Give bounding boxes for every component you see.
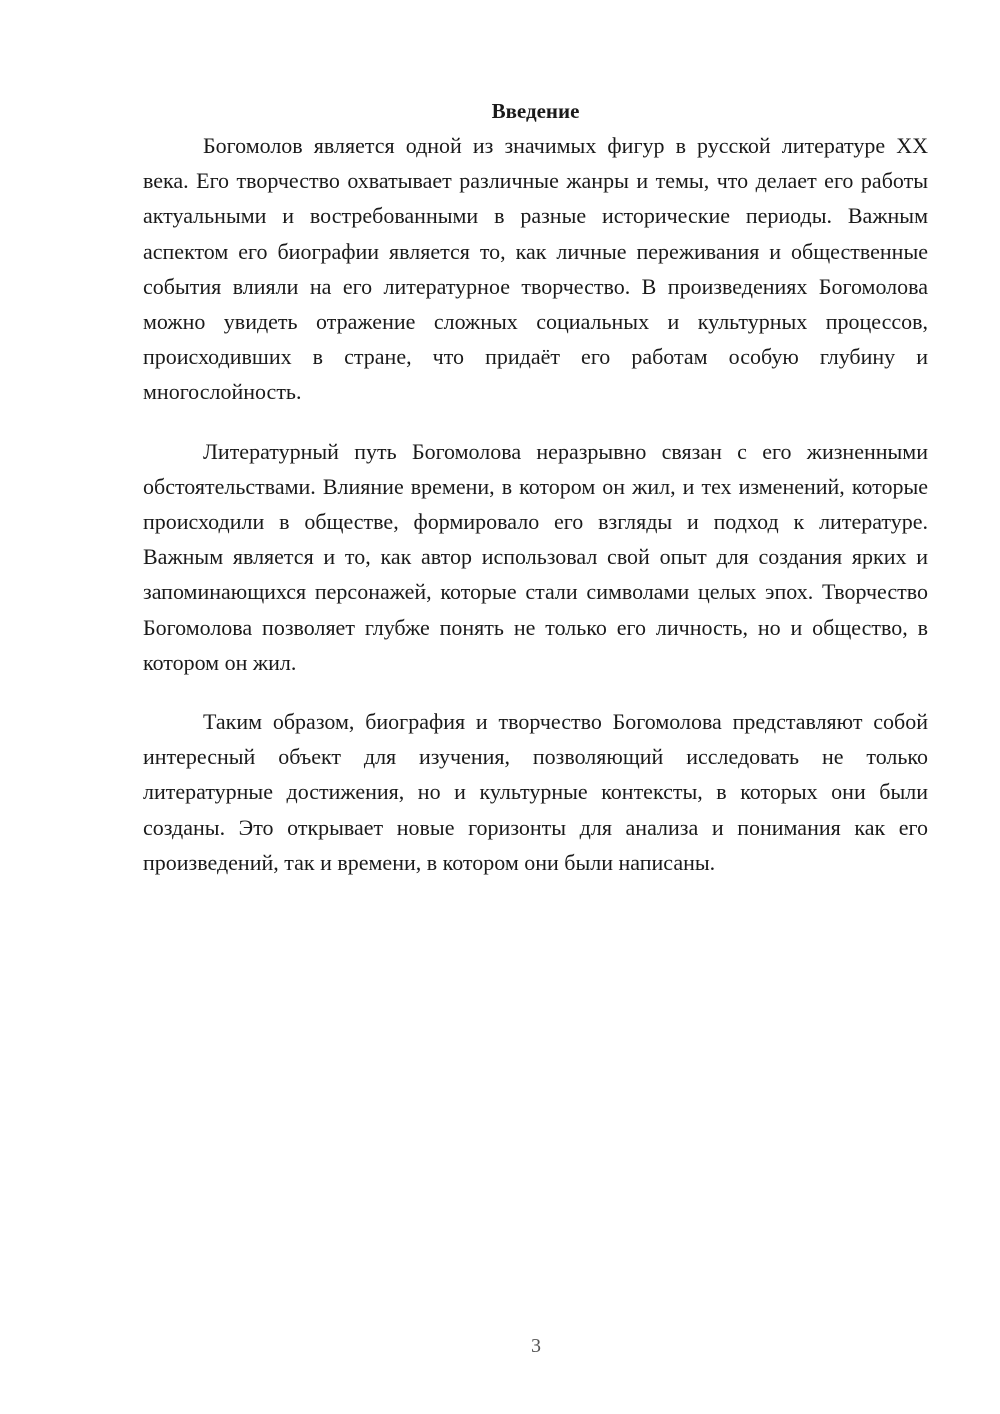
paragraph-3: Таким образом, биография и творчество Богомолова представляют собой интересный объект для изучения, позволяющий исследовать не только литературные достижения, но и культурные контексты, в которых они были созданы. Это открывает новые горизонты для анализа и понимания как его произведений, так и времени, в котором они были написаны. (143, 709, 928, 875)
section-heading: Введение (491, 99, 580, 123)
page-number: 3 (531, 1335, 541, 1357)
page-content (143, 96, 928, 904)
paragraph-1: Богомолов является одной из значимых фигур в русской литературе XX века. Его творчество охватывает различные жанры и темы, что делает его работы актуальными и востребованными в разные исторические периоды. Важным аспектом его биографии является то, как личные переживания и общественные события влияли на его литературное творчество. В произведениях Богомолова можно увидеть отражение сложных социальных и культурных процессов, происходивших в стране, что придаёт его работам особую глубину и многослойность. (143, 133, 928, 405)
paragraph-2: Литературный путь Богомолова неразрывно связан с его жизненными обстоятельствами. Влияние времени, в котором он жил, и тех изменений, которые происходили в обществе, формировало его взгляды и подход к литературе. Важным является и то, как автор использовал свой опыт для создания ярких и запоминающихся персонажей, которые стали символами целых эпох. Творчество Богомолова позволяет глубже понять не только его личность, но и общество, в котором он жил. (143, 438, 928, 675)
